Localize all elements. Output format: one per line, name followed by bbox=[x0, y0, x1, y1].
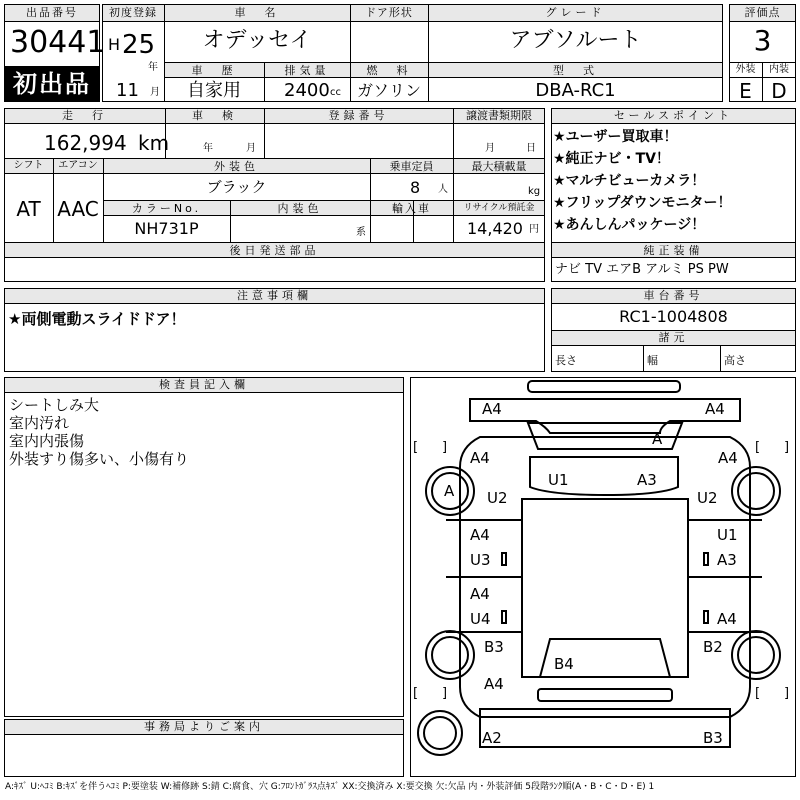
spare-wheel-shape bbox=[424, 717, 456, 749]
inspection-year-unit: 年 bbox=[203, 143, 213, 154]
aircon-label: エアコン bbox=[58, 160, 98, 171]
first-reg-month: 11 bbox=[116, 80, 139, 101]
damage-mark: U3 bbox=[470, 551, 491, 569]
car-name-label: 車 名 bbox=[234, 6, 280, 19]
bracket-mark: [ bbox=[413, 440, 419, 455]
load-unit: kg bbox=[528, 186, 541, 197]
inspection-label: 車 検 bbox=[192, 109, 237, 122]
mileage-value: 162,994 bbox=[44, 131, 127, 155]
color-no-value: NH731P bbox=[134, 219, 199, 238]
sales-point-item: ★純正ナビ・TV！ bbox=[553, 151, 670, 167]
mileage-label: 走 行 bbox=[62, 109, 107, 122]
wheel-shape bbox=[738, 473, 774, 509]
sales-point-item: ★フリップダウンモニター！ bbox=[553, 195, 732, 211]
damage-mark: A4 bbox=[470, 585, 490, 603]
bracket-mark: ] bbox=[442, 440, 448, 455]
inspector-label: 検査員記入欄 bbox=[159, 378, 249, 391]
bracket-mark: ] bbox=[784, 686, 790, 701]
first-reg-era: H bbox=[108, 35, 121, 54]
door-handle-shape bbox=[502, 611, 506, 623]
wheel-shape bbox=[732, 467, 780, 515]
notes-value: ★両側電動スライドドア！ bbox=[8, 310, 186, 328]
damage-mark: U1 bbox=[717, 526, 738, 544]
damage-mark: U2 bbox=[697, 489, 718, 507]
equipment-value: ナビ TV エアB アルミ PS PW bbox=[555, 262, 729, 277]
bracket-mark: ] bbox=[784, 440, 790, 455]
transfer-label: 譲渡書類期限 bbox=[466, 109, 532, 122]
capacity-value: 8 bbox=[410, 178, 421, 197]
history-value: 自家用 bbox=[187, 80, 241, 101]
score-label: 評価点 bbox=[744, 6, 781, 19]
first-reg-year-unit: 年 bbox=[148, 62, 158, 73]
reg-number-label: 登録番号 bbox=[328, 109, 389, 122]
wheel-shape bbox=[738, 637, 774, 673]
legend-text: A:ｷｽﾞ U:ﾍｺﾐ B:ｷｽﾞを伴うﾍｺﾐ P:要塗装 W:補修跡 S:錆 C:腐食、穴 G:ﾌﾛﾝﾄｶﾞﾗｽ点ｷｽﾞ XX:交換済み X:要交換 欠:欠品 内・外装評価 5段階ﾗﾝｸ順(A・B・C・D・E) 1 bbox=[5, 782, 655, 792]
damage-mark: B3 bbox=[484, 638, 504, 656]
capacity-unit: 人 bbox=[438, 184, 448, 195]
bracket-mark: [ bbox=[413, 686, 419, 701]
damage-mark: A4 bbox=[718, 449, 738, 467]
damage-mark: U2 bbox=[487, 489, 508, 507]
inspection-month-unit: 月 bbox=[246, 143, 256, 154]
first-reg-month-unit: 月 bbox=[150, 87, 160, 98]
damage-mark: B3 bbox=[703, 729, 723, 747]
width-label: 幅 bbox=[647, 354, 658, 367]
import-label: 輸入車 bbox=[392, 202, 431, 215]
transfer-month-unit: 月 bbox=[485, 143, 495, 154]
shift-label: シフト bbox=[13, 160, 44, 171]
lot-label: 出品番号 bbox=[26, 6, 78, 19]
sales-points-label: セールスポイント bbox=[613, 109, 733, 122]
car-diagram bbox=[410, 377, 796, 777]
rear-lamp-shape bbox=[538, 689, 672, 701]
history-label: 車 歴 bbox=[191, 64, 237, 77]
damage-mark: A4 bbox=[482, 400, 502, 418]
damage-mark: A bbox=[444, 482, 455, 500]
damage-mark: A3 bbox=[637, 471, 657, 489]
ext-color-label: 外装色 bbox=[214, 160, 259, 173]
wheel-shape bbox=[432, 637, 468, 673]
door-handle-shape bbox=[704, 611, 708, 623]
first-listing-text: 初出品 bbox=[13, 70, 91, 98]
damage-mark: A2 bbox=[482, 729, 502, 747]
wheel-shape bbox=[426, 631, 474, 679]
load-label: 最大積載量 bbox=[471, 160, 527, 173]
transfer-day-unit: 日 bbox=[526, 143, 536, 154]
bracket-mark: [ bbox=[755, 440, 761, 455]
inspector-line: シートしみ大 bbox=[9, 396, 100, 414]
capacity-label: 乗車定員 bbox=[389, 160, 434, 173]
aircon-value: AAC bbox=[57, 197, 99, 221]
height-label: 高さ bbox=[724, 354, 746, 367]
fuel-label: 燃 料 bbox=[366, 64, 412, 77]
grade-label: グレード bbox=[545, 6, 606, 19]
recycle-unit: 円 bbox=[529, 224, 539, 235]
rear-bumper-shape bbox=[480, 709, 730, 747]
office-label: 事務局よりご案内 bbox=[144, 720, 264, 733]
lot-number: 30441 bbox=[10, 25, 106, 60]
door-label: ドア形状 bbox=[365, 6, 413, 19]
wheel-shape bbox=[732, 631, 780, 679]
displacement-unit: cc bbox=[330, 87, 341, 98]
damage-mark: U4 bbox=[470, 610, 491, 628]
damage-mark: B4 bbox=[554, 655, 574, 673]
color-no-label: カラーNo. bbox=[131, 202, 202, 215]
model-label: 型 式 bbox=[553, 64, 598, 77]
int-score-label: 内装 bbox=[769, 64, 789, 75]
ext-color-value: ブラック bbox=[206, 178, 267, 196]
sales-point-item: ★あんしんパッケージ！ bbox=[553, 217, 706, 233]
front-bumper-shape bbox=[528, 381, 680, 392]
door-handle-shape bbox=[502, 553, 506, 565]
int-color-label: 内装色 bbox=[277, 202, 323, 215]
car-name-value: オデッセイ bbox=[202, 28, 312, 53]
displacement-label: 排気量 bbox=[284, 64, 330, 77]
recycle-value: 14,420 bbox=[467, 219, 523, 238]
equipment-label: 純正装備 bbox=[643, 244, 704, 257]
front-panel-shape bbox=[470, 399, 740, 433]
chassis-label: 車台番号 bbox=[643, 289, 704, 302]
ext-score-label: 外装 bbox=[735, 64, 756, 75]
bracket-mark: ] bbox=[442, 686, 448, 701]
chassis-value: RC1-1004808 bbox=[619, 307, 728, 326]
dims-label: 諸元 bbox=[658, 331, 689, 344]
inspector-line: 室内汚れ bbox=[9, 414, 70, 432]
displacement-value: 2400 bbox=[284, 80, 330, 101]
sales-point-item: ★マルチビューカメラ！ bbox=[553, 173, 706, 189]
damage-mark: A bbox=[652, 430, 663, 448]
damage-mark: B2 bbox=[703, 638, 723, 656]
damage-mark: A4 bbox=[470, 449, 490, 467]
inspector-notes bbox=[9, 396, 189, 468]
int-score-value: D bbox=[771, 79, 787, 103]
inspector-line: 室内内張傷 bbox=[9, 432, 85, 450]
mileage-unit: km bbox=[138, 131, 170, 155]
int-color-unit: 系 bbox=[356, 227, 366, 238]
damage-mark: A4 bbox=[717, 610, 737, 628]
first-reg-year: 25 bbox=[122, 30, 156, 60]
later-parts-label: 後日発送部品 bbox=[229, 244, 320, 257]
damage-mark: A3 bbox=[717, 551, 737, 569]
door-handle-shape bbox=[704, 553, 708, 565]
grade-value: アブソルート bbox=[509, 28, 642, 53]
first-reg-label: 初度登録 bbox=[109, 6, 157, 19]
damage-mark: A4 bbox=[484, 675, 504, 693]
model-value: DBA-RC1 bbox=[535, 80, 616, 101]
damage-mark: A4 bbox=[705, 400, 725, 418]
inspector-line: 外装すり傷多い、小傷有り bbox=[9, 450, 190, 468]
sales-point-item: ★ユーザー買取車！ bbox=[553, 129, 678, 145]
sales-points-list bbox=[553, 130, 731, 240]
damage-mark: A4 bbox=[470, 526, 490, 544]
recycle-label: リサイクル預託金 bbox=[463, 203, 535, 213]
notes-label: 注意事項欄 bbox=[237, 289, 312, 302]
shift-value: AT bbox=[16, 197, 41, 221]
bracket-mark: [ bbox=[755, 686, 761, 701]
damage-mark: U1 bbox=[548, 471, 569, 489]
fuel-value: ガソリン bbox=[356, 81, 421, 100]
ext-score-value: E bbox=[739, 79, 752, 103]
score-value: 3 bbox=[753, 24, 772, 57]
length-label: 長さ bbox=[555, 354, 577, 367]
